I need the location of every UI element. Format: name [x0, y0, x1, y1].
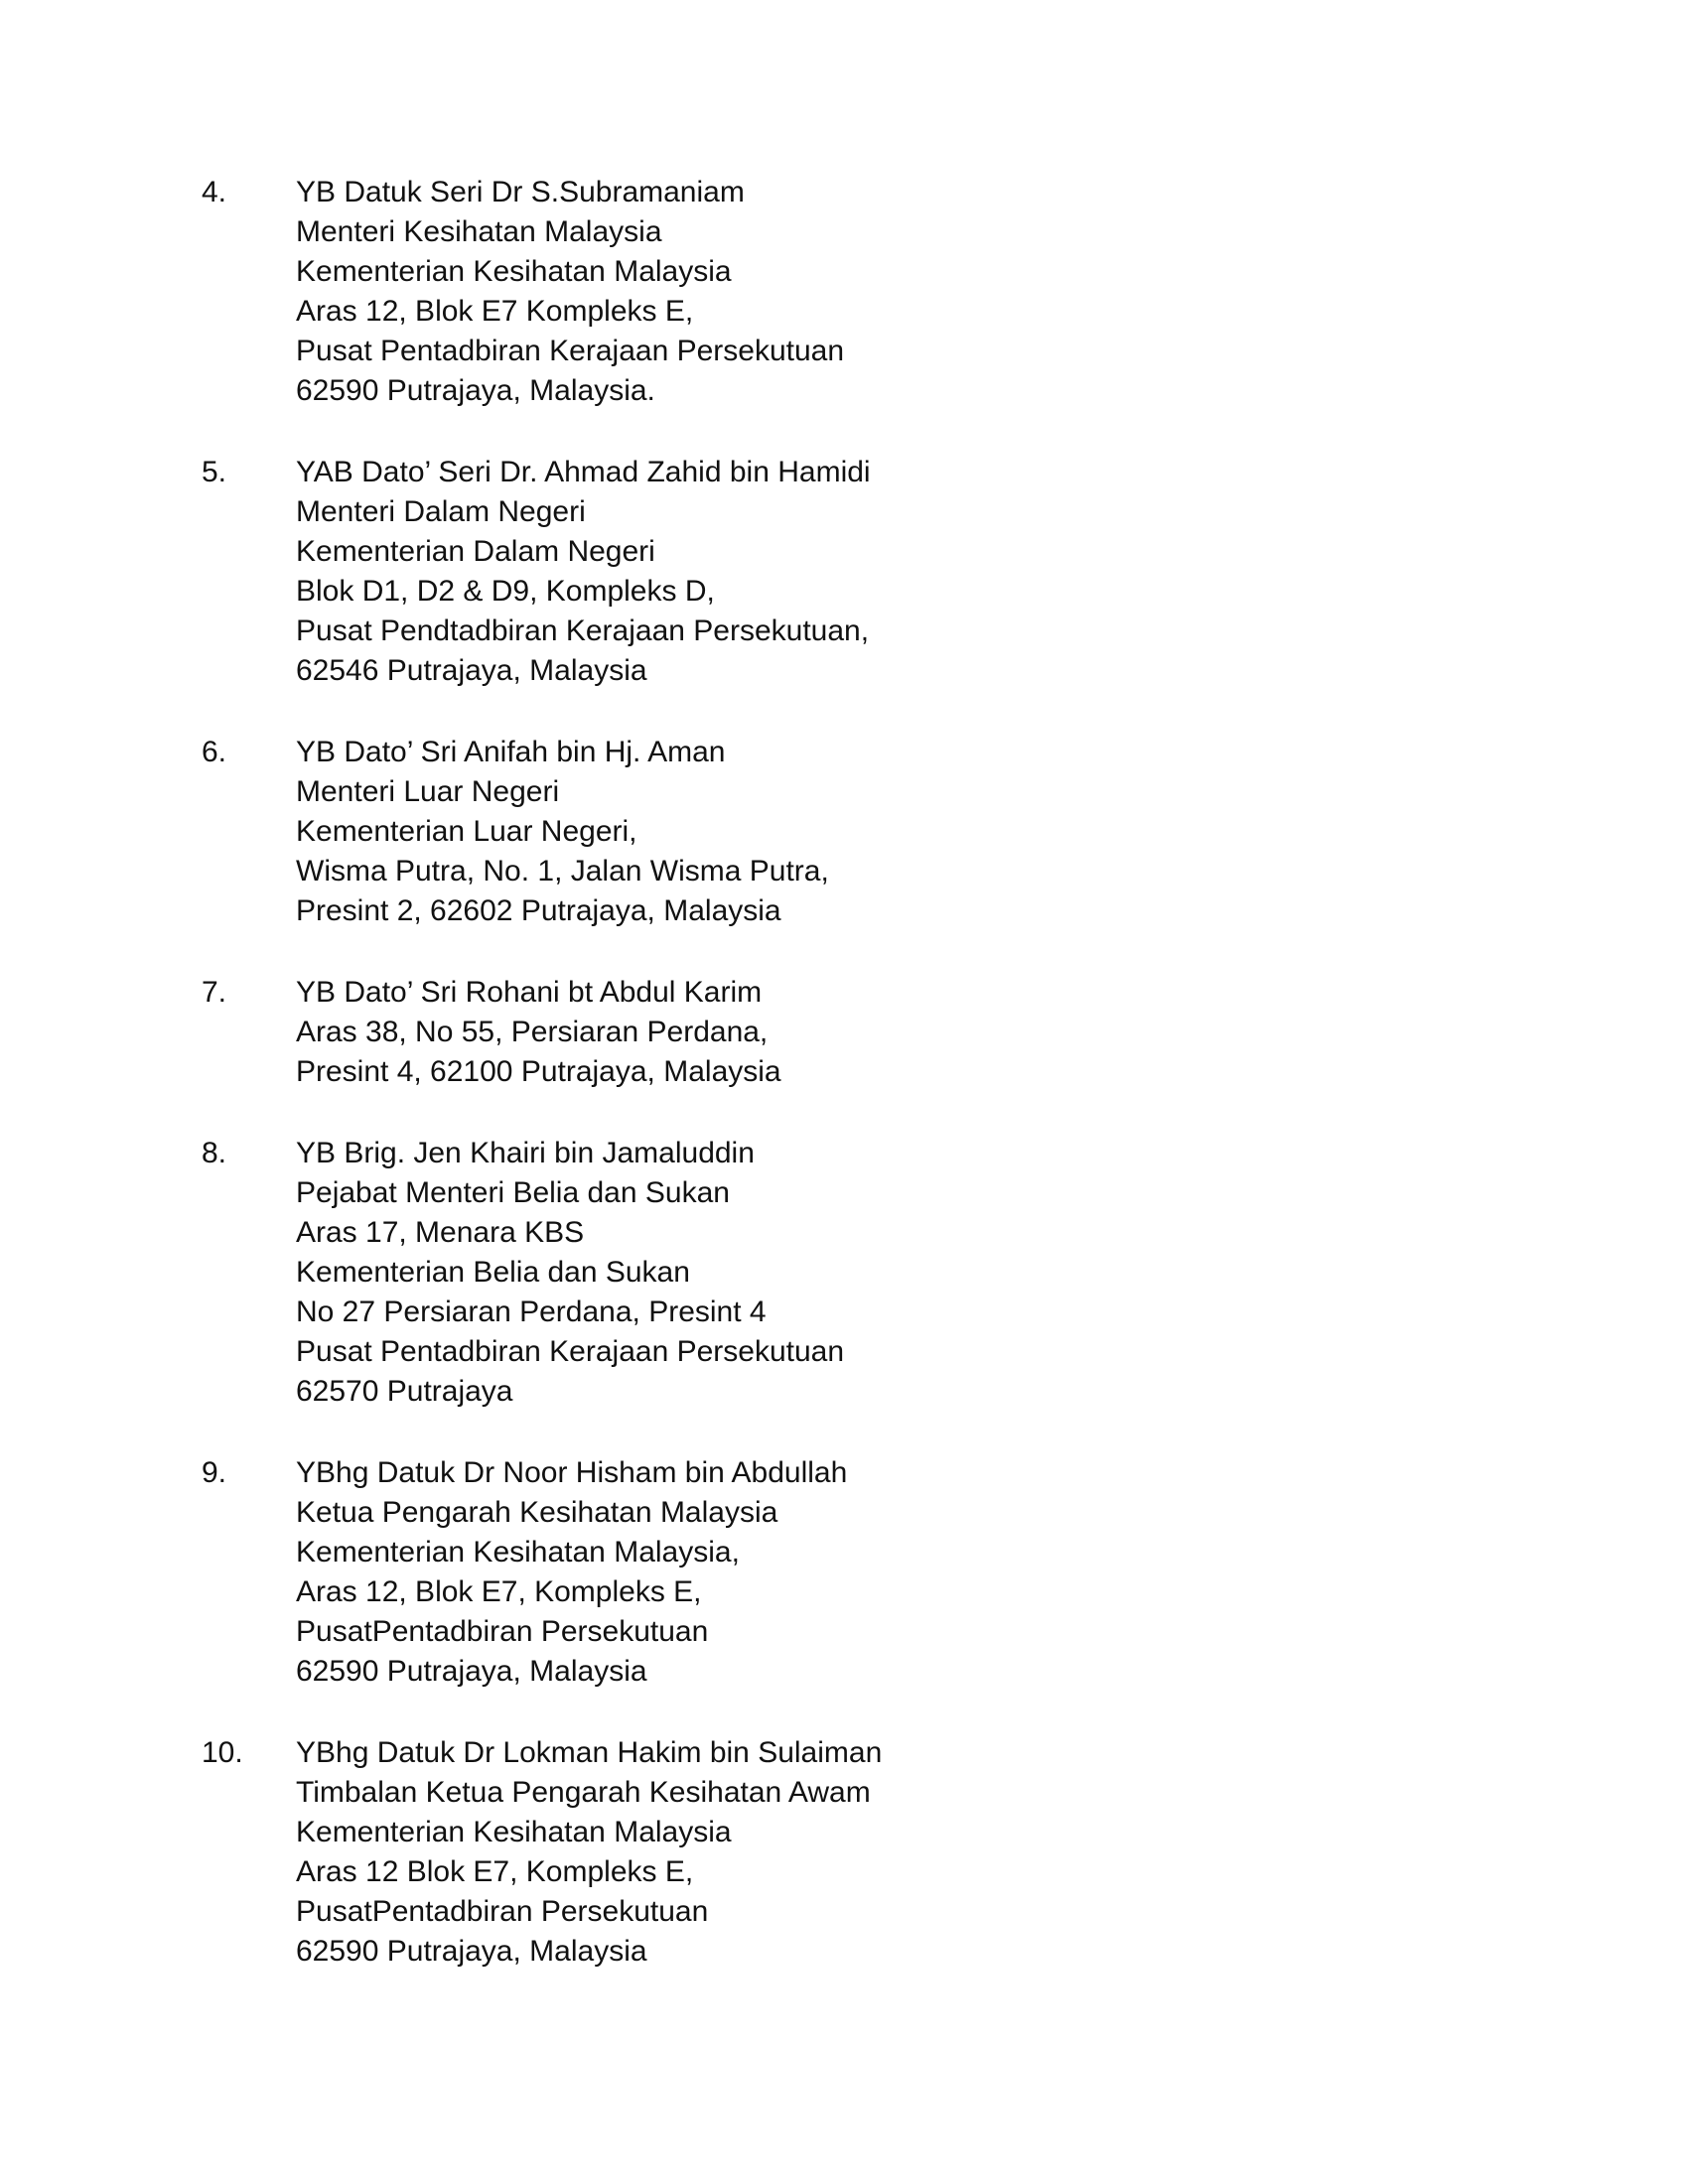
- address-line: YB Datuk Seri Dr S.Subramaniam: [296, 176, 745, 208]
- address-line: YBhg Datuk Dr Lokman Hakim bin Sulaiman: [296, 1736, 883, 1769]
- address-line: YB Dato’ Sri Rohani bt Abdul Karim: [296, 976, 763, 1009]
- address-line: 62590 Putrajaya, Malaysia: [296, 1655, 647, 1688]
- address-line: 62570 Putrajaya: [296, 1375, 513, 1408]
- address-line: Aras 12 Blok E7, Kompleks E,: [296, 1855, 694, 1888]
- address-line: Kementerian Kesihatan Malaysia: [296, 1816, 732, 1848]
- item-number: 6.: [202, 736, 227, 768]
- address-line: Menteri Luar Negeri: [296, 775, 560, 808]
- address-line: Aras 17, Menara KBS: [296, 1216, 585, 1249]
- address-line: YAB Dato’ Seri Dr. Ahmad Zahid bin Hamidi: [296, 456, 871, 488]
- address-line: PusatPentadbiran Persekutuan: [296, 1895, 709, 1928]
- address-line: Kementerian Belia dan Sukan: [296, 1256, 690, 1289]
- address-line: YB Dato’ Sri Anifah bin Hj. Aman: [296, 736, 726, 768]
- list-item: [202, 1733, 1688, 1972]
- address-line: 62590 Putrajaya, Malaysia: [296, 1935, 647, 1968]
- address-line: Kementerian Luar Negeri,: [296, 815, 637, 848]
- item-number: 10.: [202, 1736, 243, 1769]
- address-line: PusatPentadbiran Persekutuan: [296, 1615, 709, 1648]
- item-number: 9.: [202, 1456, 227, 1489]
- address-line: No 27 Persiaran Perdana, Presint 4: [296, 1296, 767, 1328]
- address-line: Blok D1, D2 & D9, Kompleks D,: [296, 575, 715, 608]
- address-block: [296, 1733, 1688, 1972]
- address-block: [296, 973, 1688, 1092]
- address-line: YB Brig. Jen Khairi bin Jamaluddin: [296, 1137, 755, 1169]
- address-line: Kementerian Dalam Negeri: [296, 535, 655, 568]
- list-item: [202, 173, 1688, 411]
- address-line: Presint 2, 62602 Putrajaya, Malaysia: [296, 894, 781, 927]
- address-line: Menteri Kesihatan Malaysia: [296, 215, 662, 248]
- list-item: [202, 453, 1688, 691]
- address-line: Wisma Putra, No. 1, Jalan Wisma Putra,: [296, 855, 829, 887]
- address-line: 62546 Putrajaya, Malaysia: [296, 654, 647, 687]
- address-line: 62590 Putrajaya, Malaysia.: [296, 374, 655, 407]
- address-line: Pusat Pentadbiran Kerajaan Persekutuan: [296, 1335, 845, 1368]
- item-number: 5.: [202, 456, 227, 488]
- address-line: Menteri Dalam Negeri: [296, 495, 586, 528]
- list-item: [202, 1134, 1688, 1412]
- address-line: Presint 4, 62100 Putrajaya, Malaysia: [296, 1055, 781, 1088]
- address-line: Kementerian Kesihatan Malaysia,: [296, 1536, 740, 1569]
- item-number: 7.: [202, 976, 227, 1009]
- address-line: Pusat Pentadbiran Kerajaan Persekutuan: [296, 335, 845, 367]
- address-block: [296, 173, 1688, 411]
- list-item: [202, 733, 1688, 931]
- list-item: [202, 973, 1688, 1092]
- address-block: [296, 733, 1688, 931]
- address-line: Pejabat Menteri Belia dan Sukan: [296, 1176, 730, 1209]
- address-block: [296, 1453, 1688, 1692]
- address-line: Aras 38, No 55, Persiaran Perdana,: [296, 1016, 769, 1048]
- address-block: [296, 453, 1688, 691]
- item-number: 8.: [202, 1137, 227, 1169]
- address-line: Aras 12, Blok E7 Kompleks E,: [296, 295, 694, 328]
- address-line: Pusat Pendtadbiran Kerajaan Persekutuan,: [296, 614, 870, 647]
- address-line: Aras 12, Blok E7, Kompleks E,: [296, 1575, 702, 1608]
- address-line: Timbalan Ketua Pengarah Kesihatan Awam: [296, 1776, 871, 1809]
- list-item: [202, 1453, 1688, 1692]
- address-line: YBhg Datuk Dr Noor Hisham bin Abdullah: [296, 1456, 848, 1489]
- address-line: Ketua Pengarah Kesihatan Malaysia: [296, 1496, 778, 1529]
- item-number: 4.: [202, 176, 227, 208]
- address-block: [296, 1134, 1688, 1412]
- address-line: Kementerian Kesihatan Malaysia: [296, 255, 732, 288]
